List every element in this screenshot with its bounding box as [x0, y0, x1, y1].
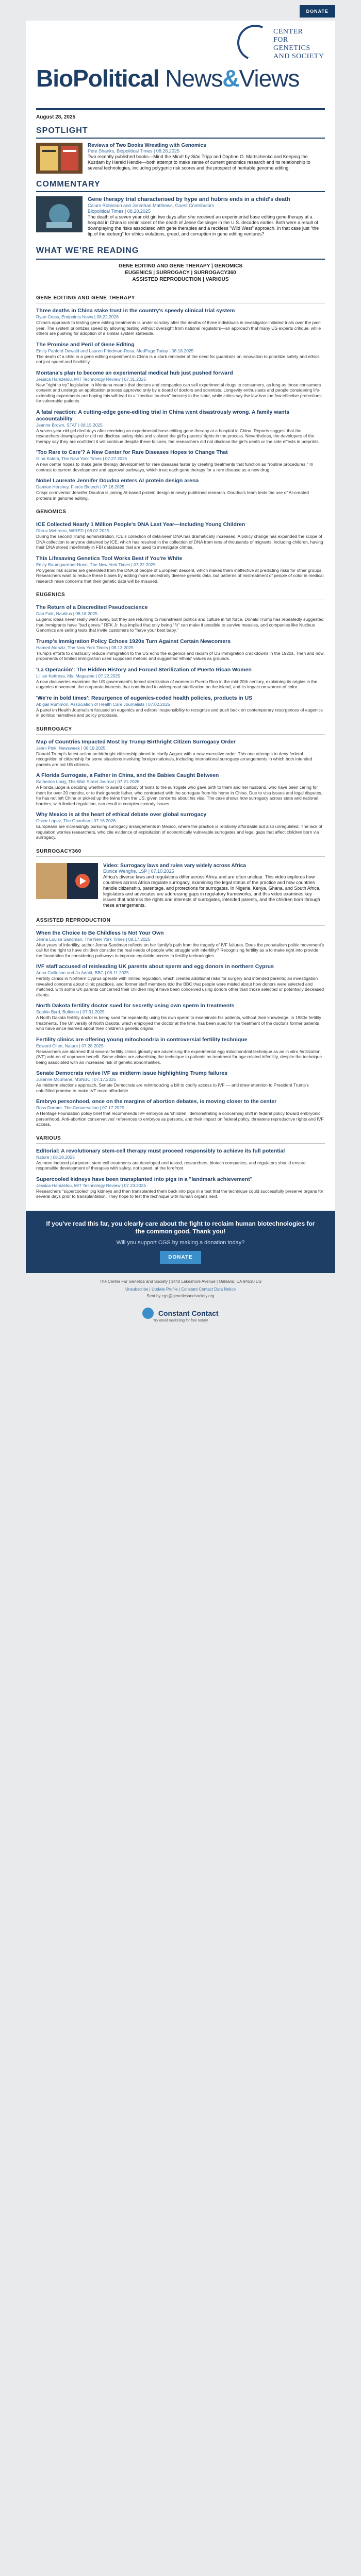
- spotlight-title[interactable]: Reviews of Two Books Wrestling with Genomics: [88, 143, 206, 148]
- list-item[interactable]: North Dakota fertility doctor sued for secretly using own sperm in treatments Sophie Byrd, Bulletins | 07.31.2025 A North Dakota fertility doctor is being sued for repeatedly using his own sperm to inseminate his patients, without their knowledge, in 1980s fertility treatments. The University of North Dakota, which employed the doctor at the time, has been sued for the treatment of the doctor's former patients who have since learned about their children's genetic origins.: [36, 1003, 321, 1031]
- constant-contact-badge[interactable]: [26, 1304, 335, 1333]
- spotlight-description: Two recently published books—Mind the Mind! by Siân Tripp and Daphne O. Martschenko and Keeping the Kuzdam by Harald Hendle—both attempt to make sense of current genomics research and its relationship to several technologies, including polygenic risk scores and the prospect of heritable genome editing.: [88, 154, 310, 171]
- surrogacy360-title[interactable]: Video: Surrogacy laws and rules vary widely across Africa: [103, 862, 246, 869]
- appeal-text: If you've read this far, you clearly care about the fight to reclaim human biotechnologies for the common good. Thank you!: [46, 1219, 315, 1235]
- spotlight-heading: SPOTLIGHT: [36, 126, 88, 135]
- assisted-reproduction-heading: ASSISTED REPRODUCTION: [36, 917, 111, 923]
- newsletter: [26, 0, 335, 1333]
- list-item[interactable]: Senate Democrats revive IVF as midterm issue highlighting Trump failures Julianne McShane, MSNBC | 07.17.2025 As midterm elections approach, Senate Democrats are reintroducing a bill to codify access to IVF — and drew attention to President Trump's unfulfilled promise to make IVF more affordable.: [36, 1070, 309, 1093]
- unsubscribe-link[interactable]: Unsubscribe: [125, 1286, 149, 1292]
- cgs-logo[interactable]: [237, 25, 325, 61]
- list-item[interactable]: The Return of a Discredited Pseudoscience Dan Falk, Nautilus | 08.18.2025 Eugenic ideas never really went away, but they are returning to mainstream politics and culture in full force. Donald Trump has repeatedly suggested that immigrants have "bad genes." RFK Jr. has implied that only being "fit" can make it possible to survive measles, and companies like Nucleus Genomics are selling tests that invite customers to "have your best baby.": [36, 604, 324, 633]
- genomics-heading: GENOMICS: [36, 509, 67, 515]
- newsletter-title: BioPolitical News&Views: [36, 65, 300, 92]
- list-item[interactable]: Nobel Laureate Jennifer Doudna enters AI protein design arena Damian Hershey, Fierce Biotech | 07.16.2025 Crispr co-inventor Jennifer Doudna is joining AI-based protein design in newly published research. Doudna's team tests the use of AI-created proteins in genome editing.: [36, 478, 309, 501]
- list-item[interactable]: Editorial: A revolutionary stem-cell therapy must proceed responsibly to achieve its full potential Nature | 08.18.2025 As more induced pluripotent stem cell treatments are developed and tested, researchers, biotech companies, and regulators should ensure responsible development of therapies with safety, not speed, at the forefront.: [36, 1147, 306, 1171]
- list-item[interactable]: Embryo personhood, once on the margins of abortion debates, is moving closer to the center Ross Dormer, The Conversation | 07.17.2025 A Heritage Foundation policy brief that recommends IVF embryos as 'children,' demonstrating a concerning shift in federal policy toward embryonic personhood. Anti-abortion conservatives' references to embryos as persons, and their impact on federal policy, threatens reproductive rights and IVF access.: [36, 1098, 324, 1127]
- surrogacy-list: [26, 737, 335, 843]
- list-item[interactable]: 'La Operación': The Hidden History and Forced Sterilization of Puerto Rican Women Lillian Kettreya, Ms. Magazine | 07.22.2025 A new docuseries examines the US government's forced sterilization of women in Puerto Rico in the mid-20th century, explaining its origins in the eugenics movement, the corporate interests that contributed to widespread sterilization on the island, and its impact on women of color.: [36, 666, 318, 689]
- commentary-title[interactable]: Gene therapy trial characterised by hype and hubris ends in a child's death: [88, 196, 290, 202]
- list-item[interactable]: A Florida Surrogate, a Father in China, and the Babies Caught Between Katherine Long, The Wall Street Journal | 07.21.2026 A Florida judge is deciding whether to award custody of twins to the surrogate who gave birth to them and her husband, who have been caring for them for over 20 months, or to their genetic father, who contracted with the surrogate from his home in China. Due to visa issues and legal disputes, he has not left China or picked up the twins from the US, given concerns about his visa. The case shows how surrogacy across state and national borders, with limited regulation, can result in complex custody issues.: [36, 772, 323, 806]
- various-list: [26, 1146, 335, 1202]
- surrogacy360-rule: [36, 856, 325, 857]
- update-profile-link[interactable]: Update Profile: [151, 1286, 178, 1292]
- list-item[interactable]: A fatal reaction: A cutting-edge gene-editing trial in China went disastrously wrong. A family wants accountability Jeanne Brown, STAT | 08.15.2025 A seven-year-old girl died days after receiving an experimental base-editing gene therapy at a hospital in China. Reports suggest that the researchers downplayed or did not disclose safety risks and violated the girl's parents' rights in the process. Nevertheless, the developers of the therapy say they are confident it will continue despite these failures, the researchers did not disclose the girl's death or the side effects in preprints.: [36, 409, 320, 444]
- issue-date: August 28, 2025: [36, 114, 76, 120]
- list-item[interactable]: Why Mexico is at the heart of ethical debate over global surrogacy Oscar Lopez, The Guardian | 07.16.2026 Europeans are increasingly pursuing surrogacy arrangements in Mexico, where the practice is relatively affordable but also unregulated. The lack of regulation worries researchers, who cite evidence of exploitation of economically vulnerable surrogates and legal gaps that affect children born via surrogacy.: [36, 811, 322, 840]
- commentary-heading: COMMENTARY: [36, 180, 101, 189]
- surrogacy360-byline: Eunice Wenghe, LSP | 07.10.2025: [103, 868, 174, 874]
- surrogacy-rule: [36, 734, 325, 735]
- appeal-donate-button[interactable]: DONATE: [160, 1251, 201, 1264]
- list-item[interactable]: Montana's plan to become an experimental medical hub just pushed forward Jessica Hamzelou, MIT Technology Review | 07.31.2025 New "right to try" legislation in Montana means that doctors and companies can sell experimental drugs to consumers, as long as those consumers consent and undergo an application process approved only by a board of doctors and scientists. Longevity enthusiasts and people considering life-extending experiments are hoping this will lead to a "medical tourism" industry in the state, while critics say the law has too few effective protections for vulnerable patients.: [36, 369, 322, 403]
- commentary-byline: Calum Robinson and Jonathan Matthews, Guest Contributors: [88, 203, 215, 208]
- top-bar: [26, 0, 335, 21]
- commentary-item[interactable]: [26, 192, 335, 241]
- list-item[interactable]: Supercooled kidneys have been transplanted into pigs in a "landmark achievement" Jessica Hamzelou, MIT Technology Review | 07.23.2025 Researchers "supercooled" pig kidneys and then transplanted them back into pigs in a test that the technique could successfully preserve organs for several days prior to transplantation. They hope to test the technique with human organs next.: [36, 1176, 323, 1199]
- commentary-image[interactable]: [36, 196, 83, 232]
- constant-contact-logo-icon: [142, 1308, 154, 1319]
- various-rule: [36, 1143, 325, 1144]
- gene-editing-list: [26, 306, 335, 504]
- data-notice-link[interactable]: Constant Contact Data Notice: [181, 1286, 236, 1292]
- list-item[interactable]: ICE Collected Nearly 1 Million People's DNA Last Year—Including Young Children Dhruv Mehrotra, WIRED | 08.02.2025 During the second Trump administration, ICE's collection of detainees' DNA has dramatically increased. A policy change has expanded the scope of DNA collection to anyone detained by ICE, which has resulted in the collection of DNA from tens of thousands of migrants, including children, having their DNA stored indefinitely in FBI databases that are used to investigate crimes.: [36, 521, 323, 550]
- sent-by: Sent by cgs@geneticsandsociety.org: [146, 1293, 215, 1298]
- donate-button[interactable]: DONATE: [300, 5, 335, 18]
- appeal-question[interactable]: Will you support CGS by making a donation today?: [116, 1239, 245, 1246]
- list-item[interactable]: 'We're in bold times': Resurgence of eugenics-coded health policies, products in US Abigail Rummon, Association of Health Care Journalists | 07.02.2025 A panel on Health Journalism focused on eugenics and editors' responsibility to recognize and push back on contemporary resurgences of eugenics in political narratives and policy proposals.: [36, 694, 323, 718]
- genomics-list: [26, 519, 335, 587]
- book-covers-image[interactable]: [36, 143, 83, 174]
- spotlight-item[interactable]: [26, 139, 335, 178]
- video-thumbnail-image[interactable]: [36, 863, 98, 899]
- constant-contact-name: Constant Contact: [158, 1309, 219, 1317]
- list-item[interactable]: When the Choice to Be Childless Is Not Your Own Jenna Louise Sandman, The New York Times | 08.17.2025 After years of infertility, author Jenna Sandman reflects on her family's path from the tragedy of IVF failures. Does the pronatalism politic movement's call for the right to have children consider the real needs of people who struggle with infertility? Recognizing fertility as a to make right into provide the foundation for considering pathways to improve equitable access to fertility technologies.: [36, 929, 324, 958]
- spotlight-byline: Pete Shanks, Biopolitical Times | 08.26.2025: [88, 148, 179, 154]
- whats-reading-section: [26, 241, 335, 290]
- cgs-logo-text: CENTER FOR GENETICS AND SOCIETY: [273, 28, 324, 60]
- footer: The Center For Genetics and Society | 1440 Lakeshore Avenue | Oakland, CA 94610 US Unsubscribe | Update Profile | Constant Contact Data Notice Sent by cgs@geneticsandsociety.org: [26, 1273, 335, 1304]
- commentary-source: Biopolitical Times | 08.20.2025: [88, 209, 151, 214]
- list-item[interactable]: Fertility clinics are offering young mitochondria in controversial fertility technique Edward Ollen, Nature | 07.28.2025 Researchers are alarmed that several fertility clinics globally are advertising the experimental egg mitochondrial technique as an in vitro fertilization (IVF) add-on of unproven benefit. Some clinics are advertising the technique to patients as treatment for age-related infertility, despite the technique being associated with an increased risk of genetic abnormalities.: [36, 1036, 322, 1065]
- commentary-description: The death of a seven year old girl two days after she received an experimental base editing gene therapy at a hospital in China is reminiscent of the death of Jesse Gelsinger in the U.S. decades earlier. Both were a result of downplaying the risks associated with gene therapies and a reckless "Wild West" approach. In that case just "the tip of the iceberg" for ethics violations, greed, and corruption in gene editing ventures?: [88, 214, 319, 236]
- eugenics-heading: EUGENICS: [36, 592, 65, 598]
- masthead: [26, 21, 335, 108]
- surrogacy360-description: Africa's diverse laws and regulations differ across Africa and are often unclear. This video explores how countries across Africa regulate surrogacy, examining the legal status of the practice and how countries handle citizenship, parentage, and protections for surrogates. In Nigeria, Kenya, Ghana, and South Africa, legislators and advocates are addressing gaps in regulatory frameworks, and this video examines key issues that address the rights and interests of surrogates, intended parents, and the children born through these arrangements.: [103, 874, 321, 908]
- list-item[interactable]: The Promise and Peril of Gene Editing Emily Panford Dewald and Lauren Friedman-Rosa, MedPage Today | 08.18.2025 The death of a child in a gene editing experiment in China is a stark reminder of the need for guardrails on innovation to prioritize safety and ethics, not just speed and flexibility.: [36, 341, 321, 364]
- footer-address: The Center For Genetics and Society | 1440 Lakeshore Avenue | Oakland, CA 94610 US: [100, 1279, 261, 1284]
- surrogacy-heading: SURROGACY: [36, 726, 72, 732]
- donation-appeal: [26, 1211, 335, 1273]
- cgs-arc-icon: [232, 20, 278, 66]
- surrogacy360-heading: SURROGACY360: [36, 848, 81, 854]
- constant-contact-tagline: Try email marketing for free today!: [153, 1318, 208, 1323]
- eugenics-list: [26, 602, 335, 721]
- list-item[interactable]: 'Too Rare to Care'? A New Center for Rare Diseases Hopes to Change That Gina Kolata, The New York Times | 07.27.2025 A new center hopes to make gene therapy development for rare diseases faster by creating treatments that function as "routine procedures." In contrast to current development and approval pathways, which treat each gene therapy for a rare disease as a new drug.: [36, 449, 314, 472]
- list-item[interactable]: Three deaths in China stake trust in the country's speedy clinical trial system Ryan Cross, Endpoints News | 08.22.2026 China's approach to testing gene editing treatments is under scrutiny after the deaths of three individuals in investigator-initiated trials over the past year. The system prioritizes speed by allowing testing without oversight from national regulators—an approach that many US experts critique, while others are pushing for adoption of a similar system stateside.: [36, 308, 321, 336]
- whats-reading-heading: WHAT WE'RE READING: [36, 246, 139, 255]
- list-item[interactable]: Trump's Immigration Policy Echoes 1920s Turn Against Certain Newcomers Hamed Aleaziz, The New York Times | 08.13.2025 Trump's efforts to drastically reduce immigration to the US echo the eugenics and racism of US immigration crackdowns in the 1920s. Then and now, proponents of limited immigration used supposed rhetoric and suggested 'ethnic' values as grounds.: [36, 638, 325, 661]
- list-item[interactable]: Map of Countries Impacted Most by Trump Birthright Citizen Surrogacy Order Jenni Pink, Newsweek | 08.19.2025 Donald Trump's latest action on birthright citizenship aimed to clarify August with a new executive order. This one attempts to deny federal recognition of citizenship for some situations involving foreign nationals, including international surrogacy arrangements in which both intended parents are not US citizens.: [36, 738, 313, 767]
- assisted-reproduction-rule: [36, 925, 325, 926]
- category-links[interactable]: GENE EDITING AND GENE THERAPY | GENOMICS EUGENICS | SURROGACY | SURROGACY360 ASSISTED REPRODUCTION | VARIOUS: [118, 263, 243, 282]
- gene-editing-heading: GENE EDITING AND GENE THERAPY: [36, 295, 135, 301]
- assisted-reproduction-list: [26, 928, 335, 1130]
- various-heading: VARIOUS: [36, 1135, 61, 1141]
- list-item[interactable]: This Lifesaving Genetics Tool Works Best if You're White Emily Baumgaertner Nunn, The New York Times | 07.22.2025 Polygenic risk scores are generated from the DNA of people of European descent, which makes them ineffective at predicting risks for other groups. Researchers want to reduce these biases by adding more ancestrally diverse genetic data, but patterns of mistreatment of people of color in medical research raise concerns that their genetic data will be misused.: [36, 555, 324, 584]
- surrogacy360-item[interactable]: [26, 859, 335, 912]
- list-item[interactable]: IVF staff accused of misleading UK parents about sperm and egg donors in northern Cyprus Anna Collinson and Jo Adnitt, BBC | 08.11.2025 Fertility clinics in Northern Cyprus operate with limited regulation, which creates additional risks for surgery and intended parents; an investigation revealed concerns about clinic practices, and former staff members told the BBC that people were misled about how donors were selected and matched, with some UK parents concerned their children might have been conceived using donors other than those selected or potentially deceased clients.: [36, 963, 324, 997]
